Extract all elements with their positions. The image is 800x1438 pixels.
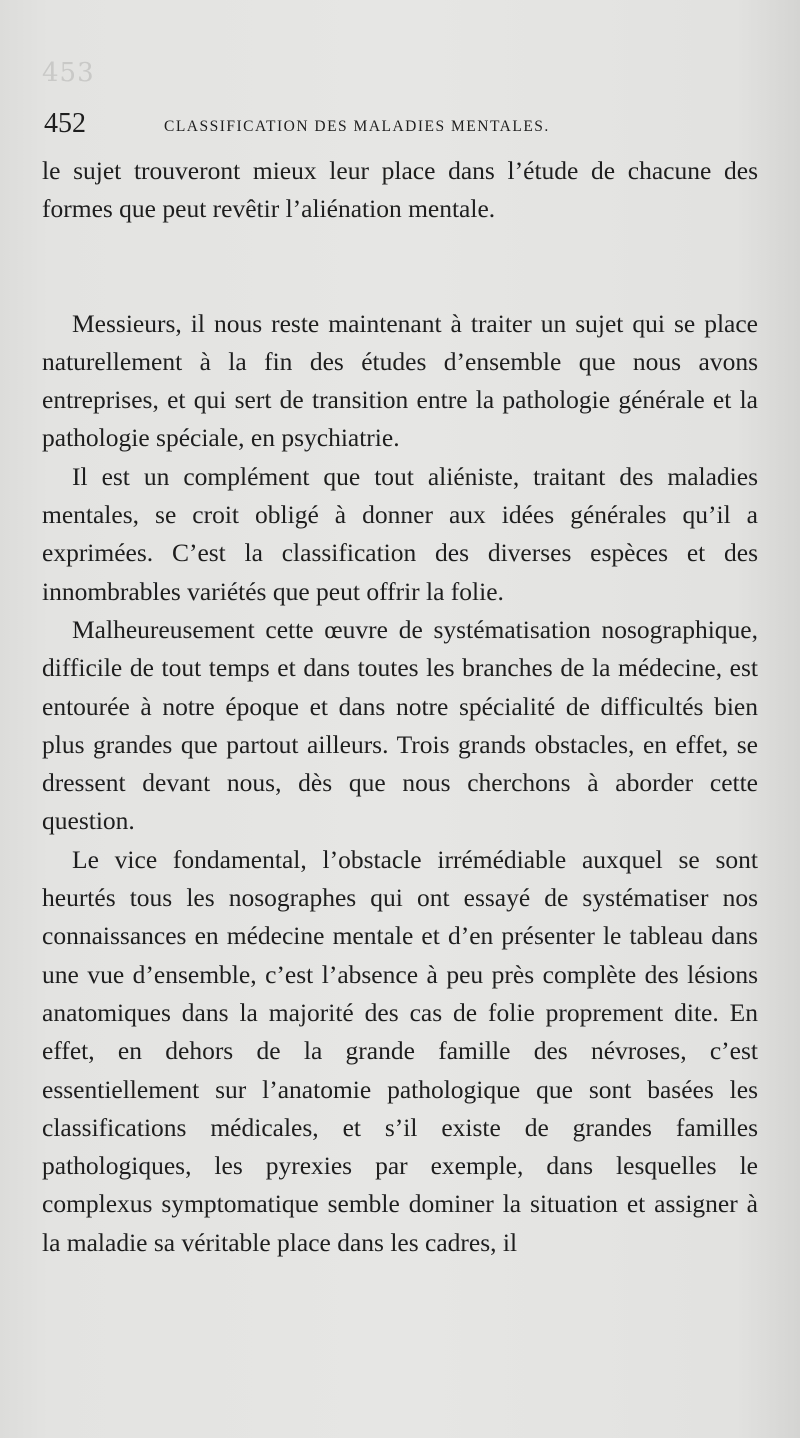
paragraph-continuation: le sujet trouveront mieux leur place dans l’étude de chacune des formes que peut revêtir l’aliénation mentale. bbox=[42, 156, 758, 224]
paragraph: Il est un complément que tout aliéniste, traitant des maladies mentales, se croit obligé à donner aux idées générales qu’il a exprimées. C’est la classification des diverses espèces et des innombrables variétés que peut offrir la folie. bbox=[42, 461, 758, 606]
paragraph: Malheureusement cette œuvre de systématisation nosographique, difficile de tout temps et dans toutes les branches de la médecine, est entourée à notre époque et dans notre spécialité de difficultés bien plus grandes que partout ailleurs. Trois grands obstacles, en effet, se dressent devant nous, dès que nous cherchons à aborder cette question. bbox=[42, 614, 758, 836]
page-header bbox=[44, 108, 764, 148]
bleed-through-number: 453 bbox=[42, 58, 95, 88]
body-text bbox=[42, 152, 758, 1262]
paragraph: Le vice fondamental, l’obstacle irrémédiable auxquel se sont heurtés tous les nosographes qui ont essayé de systématiser nos connaissances en médecine mentale et d’en présenter le tableau dans une vue d’ensemble, c’est l’absence à peu près complète des lésions anatomiques dans la majorité des cas de folie proprement dite. En effet, en dehors de la grande famille des névroses, c’est essentiellement sur l’anatomie pathologique que sont basées les classifications médicales, et s’il existe de grandes familles pathologiques, les pyrexies par exemple, dans lesquelles le complexus symptomatique semble dominer la situation et assigner à la maladie sa véritable place dans les cadres, il bbox=[42, 844, 758, 1257]
page-number: 452 bbox=[44, 108, 86, 139]
running-title: CLASSIFICATION DES MALADIES MENTALES. bbox=[164, 118, 550, 135]
paragraph: Messieurs, il nous reste maintenant à traiter un sujet qui se place naturellement à la fin des études d’ensemble que nous avons entreprises, et qui sert de transition entre la pathologie générale et la pathologie spéciale, en psychiatrie. bbox=[42, 308, 758, 453]
